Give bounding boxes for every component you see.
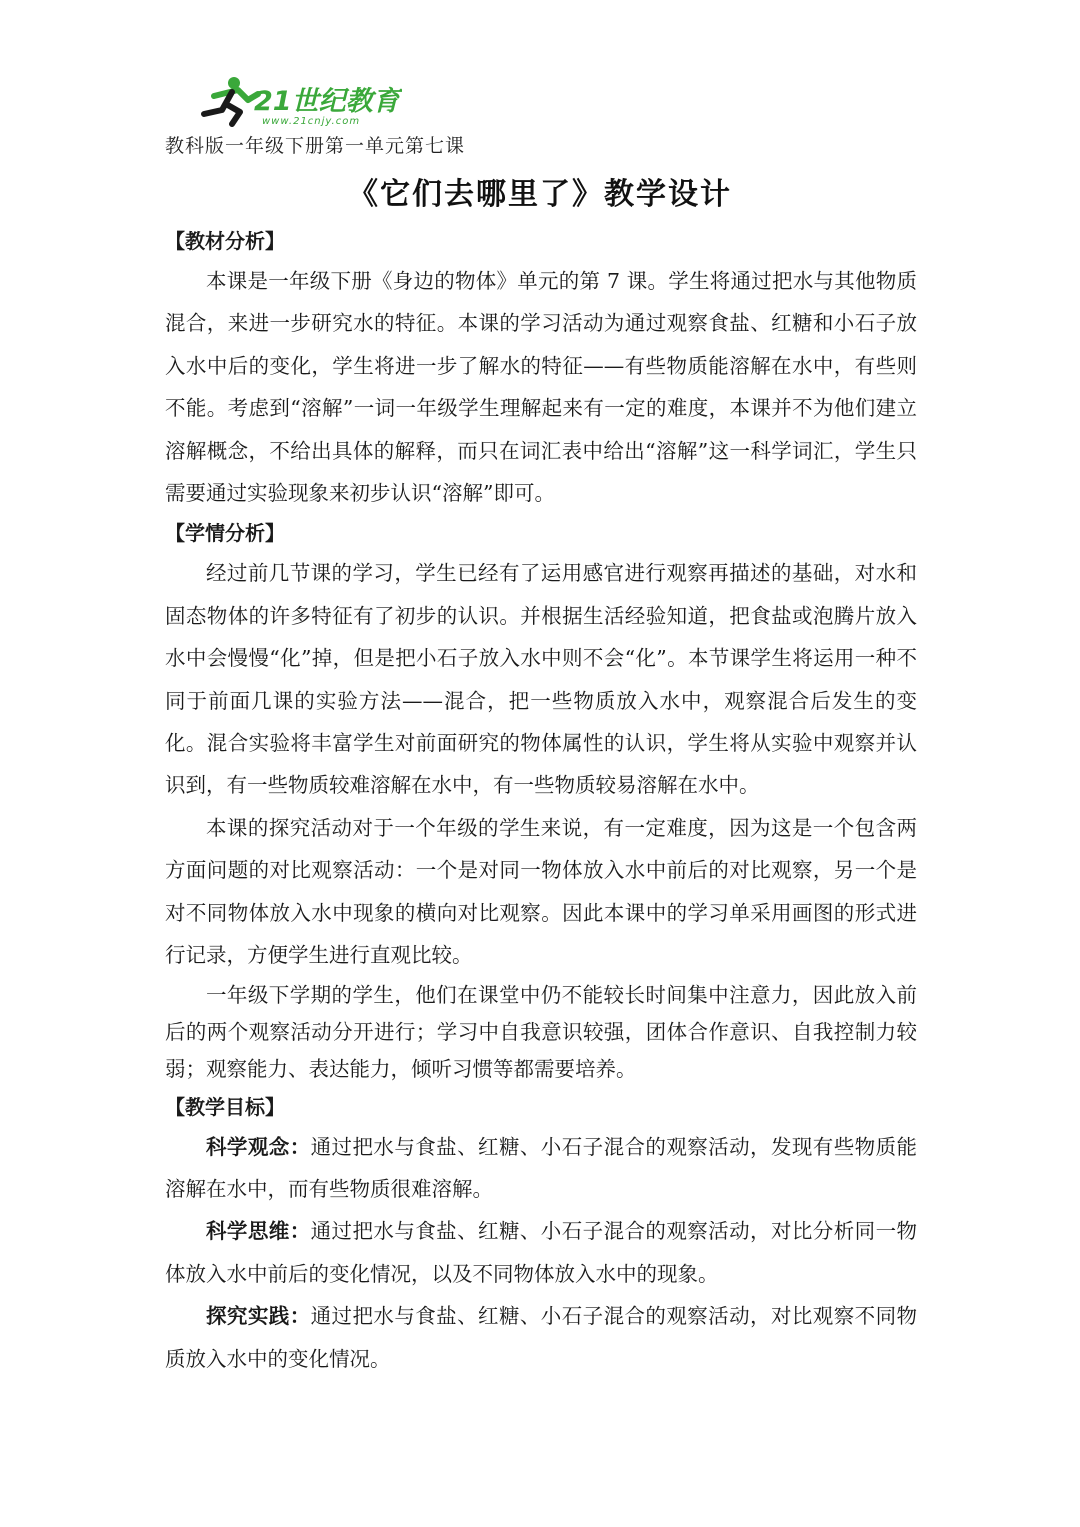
goal-item: [165, 1295, 917, 1380]
logo: [192, 74, 402, 130]
goal-term: 科学思维：: [206, 1219, 311, 1244]
logo-url: www.21cnjy.com: [262, 116, 361, 127]
goal-item: [165, 1126, 917, 1211]
goal-term: 科学观念：: [206, 1134, 311, 1159]
paragraph: 经过前几节课的学习，学生已经有了运用感官进行观察再描述的基础，对水和固态物体的许多特征有了初步的认识。并根据生活经验知道，把食盐或泡腾片放入水中会慢慢“化”掉，但是把小石子放入水中则不会“化”。本节课学生将运用一种不同于前面几课的实验方法——混合，把一些物质放入水中，观察混合后发生的变化。混合实验将丰富学生对前面研究的物体属性的认识，学生将从实验中观察并认识到，有一些物质较难溶解在水中，有一些物质较易溶解在水中。: [165, 561, 917, 798]
runner-logo-icon: [192, 74, 402, 130]
logo-wordmark: 21世纪教育: [254, 86, 400, 117]
goal-text: 通过把水与食盐、红糖、小石子混合的观察活动，发现有些物质能溶解在水中，而有些物质很难溶解。: [165, 1134, 918, 1201]
document-title: 《它们去哪里了》教学设计: [348, 177, 732, 212]
section-heading-students: 【学情分析】: [165, 521, 285, 546]
section-heading-goals: 【教学目标】: [165, 1094, 285, 1119]
goal-term: 探究实践：: [206, 1304, 311, 1329]
paragraph: 本课的探究活动对于一个年级的学生来说，有一定难度，因为这是一个包含两方面问题的对比观察活动：一个是对同一物体放入水中前后的对比观察，另一个是对不同物体放入水中现象的横向对比观察。因此本课中的学习单采用画图的形式进行记录，方便学生进行直观比较。: [165, 815, 917, 968]
document-body: [165, 222, 917, 1380]
goal-text: 通过把水与食盐、红糖、小石子混合的观察活动，对比观察不同物质放入水中的变化情况。: [165, 1304, 918, 1371]
paragraph: 一年级下学期的学生，他们在课堂中仍不能较长时间集中注意力，因此放入前后的两个观察活动分开进行；学习中自我意识较强，团体合作意识、自我控制力较弱；观察能力、表达能力，倾听习惯等都需要培养。: [165, 982, 917, 1081]
paragraph: 本课是一年级下册《身边的物体》单元的第 7 课。学生将通过把水与其他物质混合，来进一步研究水的特征。本课的学习活动为通过观察食盐、红糖和小石子放入水中后的变化，学生将进一步了解水的特征——有些物质能溶解在水中，有些则不能。考虑到“溶解”一词一年级学生理解起来有一定的难度，本课并不为他们建立溶解概念，不给出具体的解释，而只在词汇表中给出“溶解”这一科学词汇，学生只需要通过实验现象来初步认识“溶解”即可。: [165, 269, 917, 506]
series-line: 教科版一年级下册第一单元第七课: [165, 135, 466, 157]
goal-item: [165, 1210, 917, 1295]
section-heading-materials: 【教材分析】: [165, 229, 285, 253]
goal-text: 通过把水与食盐、红糖、小石子混合的观察活动，对比分析同一物体放入水中前后的变化情况，以及不同物体放入水中的现象。: [165, 1219, 918, 1286]
